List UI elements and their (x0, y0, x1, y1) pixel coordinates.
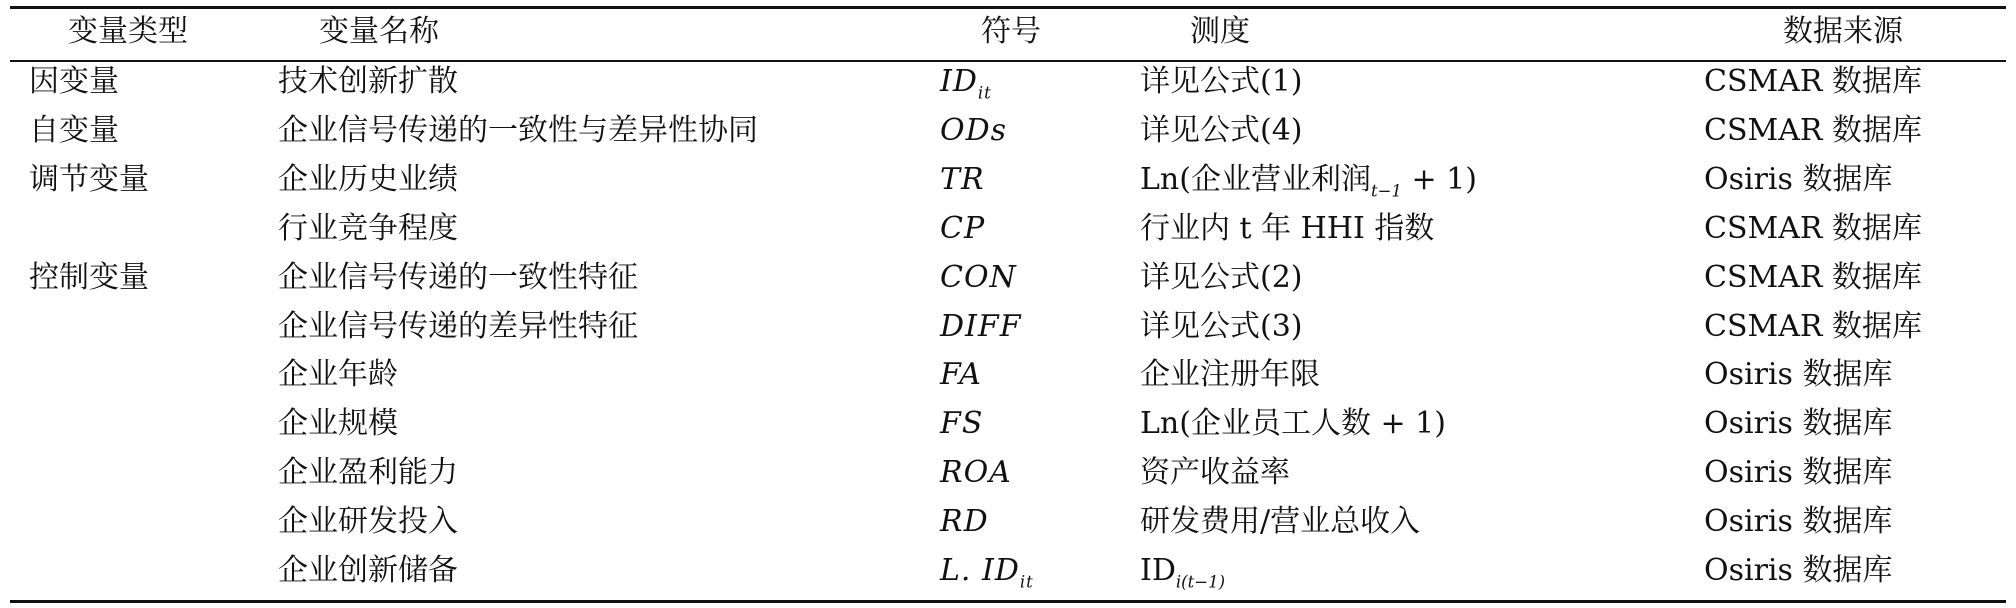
measure-main: 详见公式(4) (1140, 112, 1303, 148)
cell-data-source: CSMAR 数据库 (1704, 308, 1923, 344)
symbol-main: ODs (940, 112, 1008, 148)
header-measure: 测度 (1190, 14, 1250, 49)
table-row (10, 64, 2006, 112)
cell-measure (1140, 113, 1303, 149)
cell-symbol (940, 309, 1022, 345)
cell-symbol (940, 211, 985, 247)
measure-main: 详见公式(1) (1140, 64, 1303, 99)
table-row (10, 260, 2006, 308)
measure-main: Ln(企业营业利润 (1140, 161, 1371, 197)
cell-measure (1140, 553, 1226, 592)
symbol-main: DIFF (940, 308, 1022, 344)
symbol-main: CON (940, 259, 1017, 295)
cell-measure (1140, 64, 1303, 100)
table-row (10, 211, 2006, 259)
cell-variable-name: 企业创新储备 (278, 553, 458, 588)
symbol-subscript: it (1019, 572, 1034, 592)
symbol-main: FS (940, 406, 984, 442)
cell-data-source: CSMAR 数据库 (1704, 64, 1923, 99)
cell-measure (1140, 309, 1303, 345)
cell-data-source: CSMAR 数据库 (1704, 112, 1923, 148)
symbol-main: TR (940, 161, 985, 197)
cell-symbol (940, 113, 1007, 149)
measure-subscript: i(t−1) (1175, 572, 1226, 592)
cell-measure (1140, 504, 1420, 540)
cell-data-source: Osiris 数据库 (1704, 161, 1893, 197)
symbol-main: RD (940, 504, 989, 540)
header-symbol: 符号 (981, 14, 1041, 49)
cell-variable-name: 企业年龄 (278, 357, 398, 393)
measure-main: 资产收益率 (1140, 455, 1290, 491)
symbol-main: ROA (940, 455, 1012, 491)
cell-variable-name: 行业竞争程度 (278, 210, 458, 246)
header-variable-name: 变量名称 (319, 14, 439, 49)
cell-measure (1140, 406, 1446, 442)
symbol-main: CP (940, 210, 986, 246)
measure-main: 行业内 t 年 HHI 指数 (1140, 210, 1435, 246)
cell-variable-type: 因变量 (29, 64, 119, 99)
cell-symbol (940, 162, 985, 198)
cell-symbol (940, 357, 982, 393)
cell-variable-name: 企业信号传递的一致性特征 (278, 259, 638, 295)
header-data-source: 数据来源 (1783, 14, 1903, 49)
table-row (10, 113, 2006, 161)
cell-data-source: Osiris 数据库 (1704, 504, 1893, 540)
measure-subscript: t−1 (1370, 181, 1402, 201)
symbol-main: L. ID (940, 553, 1020, 588)
symbol-main: ID (940, 64, 978, 99)
table-row (10, 504, 2006, 552)
cell-data-source: Osiris 数据库 (1704, 357, 1893, 393)
table-row (10, 357, 2006, 405)
table-row (10, 455, 2006, 503)
measure-main: ID (1140, 553, 1176, 588)
cell-variable-name: 企业研发投入 (278, 504, 458, 540)
cell-data-source: Osiris 数据库 (1704, 553, 1893, 588)
cell-variable-name: 企业盈利能力 (278, 455, 458, 491)
symbol-subscript: it (977, 83, 992, 103)
table-row (10, 406, 2006, 454)
table-top-rule (10, 6, 2006, 9)
cell-data-source: CSMAR 数据库 (1704, 210, 1923, 246)
variable-table (10, 0, 2006, 608)
cell-variable-name: 企业信号传递的一致性与差异性协同 (278, 112, 758, 148)
cell-variable-name: 企业规模 (278, 406, 398, 442)
measure-main: 企业注册年限 (1140, 357, 1320, 393)
cell-variable-name: 企业信号传递的差异性特征 (278, 308, 638, 344)
table-row (10, 309, 2006, 357)
symbol-main: FA (940, 357, 982, 393)
cell-measure (1140, 357, 1320, 393)
table-header-rule (10, 60, 2006, 62)
measure-main: Ln(企业员工人数 + 1) (1140, 406, 1446, 442)
cell-symbol (940, 260, 1017, 296)
cell-variable-type: 自变量 (29, 112, 119, 148)
header-variable-type: 变量类型 (68, 14, 188, 49)
cell-variable-type: 调节变量 (29, 161, 149, 197)
cell-symbol (940, 64, 992, 103)
cell-symbol (940, 553, 1034, 592)
cell-variable-name: 技术创新扩散 (278, 64, 458, 99)
cell-measure (1140, 455, 1290, 491)
cell-data-source: Osiris 数据库 (1704, 455, 1893, 491)
table-row (10, 162, 2006, 210)
cell-variable-name: 企业历史业绩 (278, 161, 458, 197)
cell-symbol (940, 406, 983, 442)
cell-measure (1140, 161, 1477, 201)
cell-symbol (940, 504, 989, 540)
cell-measure (1140, 260, 1303, 296)
cell-variable-type: 控制变量 (29, 259, 149, 295)
measure-main: 详见公式(3) (1140, 308, 1303, 344)
measure-main: 详见公式(2) (1140, 259, 1303, 295)
cell-data-source: CSMAR 数据库 (1704, 259, 1923, 295)
cell-data-source: Osiris 数据库 (1704, 406, 1893, 442)
table-row (10, 553, 2006, 601)
cell-measure (1140, 211, 1434, 247)
cell-symbol (940, 455, 1012, 491)
table-bottom-rule (10, 600, 2006, 603)
measure-tail: + 1) (1401, 161, 1477, 197)
measure-main: 研发费用/营业总收入 (1140, 504, 1421, 540)
